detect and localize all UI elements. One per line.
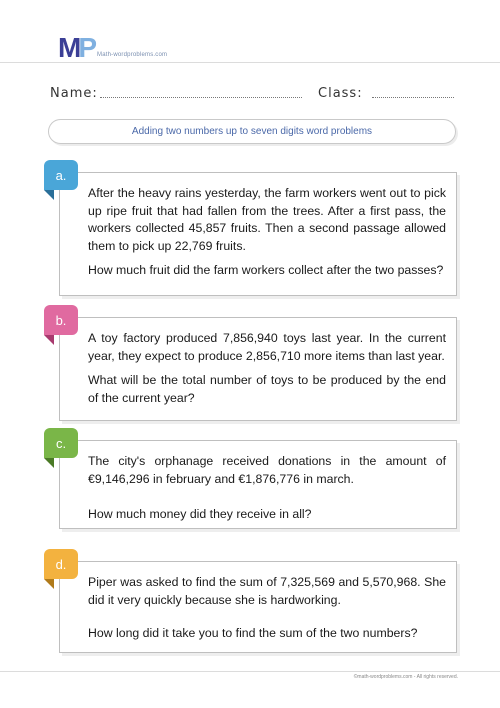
problem-letter-badge: a. (44, 160, 78, 190)
class-field-line[interactable] (372, 97, 454, 98)
name-label: Name: (50, 86, 98, 101)
problem-b (44, 305, 457, 421)
problem-text: After the heavy rains yesterday, the farm workers went out to pick up ripe fruit that had fallen from the trees. After a first pass, the workers collected 45,857 fruits. Then a second passage allowed them to pick up 22,769 fruits. (88, 186, 446, 253)
badge-fold (44, 579, 54, 589)
problem-text: A toy factory produced 7,856,940 toys last year. In the current year, they expect to produce 2,856,710 more items than last year. (88, 331, 446, 363)
site-logo[interactable] (58, 32, 168, 63)
problem-question: How much money did they receive in all? (88, 507, 312, 521)
name-field-line[interactable] (100, 97, 302, 98)
footer-divider (0, 671, 500, 672)
problem-a (44, 160, 457, 296)
problem-box (59, 561, 457, 653)
problem-question: How long did it take you to find the sum of the two numbers? (88, 626, 418, 640)
problem-question: What will be the total number of toys to be produced by the end of the current year? (88, 373, 446, 405)
problem-c (44, 428, 457, 529)
worksheet-title: Adding two numbers up to seven digits word problems (48, 119, 456, 144)
problem-text: Piper was asked to find the sum of 7,325,569 and 5,570,968. She did it very quickly because she is hardworking. (88, 575, 446, 607)
badge-fold (44, 335, 54, 345)
problem-letter-badge: d. (44, 549, 78, 579)
problem-box (59, 317, 457, 421)
problem-box (59, 440, 457, 529)
problem-letter-badge: c. (44, 428, 78, 458)
badge-fold (44, 458, 54, 468)
problem-question: How much fruit did the farm workers collect after the two passes? (88, 263, 444, 277)
problem-d (44, 549, 457, 653)
badge-fold (44, 190, 54, 200)
problem-letter-badge: b. (44, 305, 78, 335)
logo-site-name: Math-wordproblems.com (97, 52, 168, 58)
problem-text: The city's orphanage received donations in the amount of €9,146,296 in february and €1,876,776 in march. (88, 454, 446, 486)
problem-box (59, 172, 457, 296)
footer-copyright: ©math-wordproblems.com - All rights reserved. (353, 674, 458, 680)
class-label: Class: (318, 86, 363, 101)
logo-mark: MP (58, 32, 95, 63)
